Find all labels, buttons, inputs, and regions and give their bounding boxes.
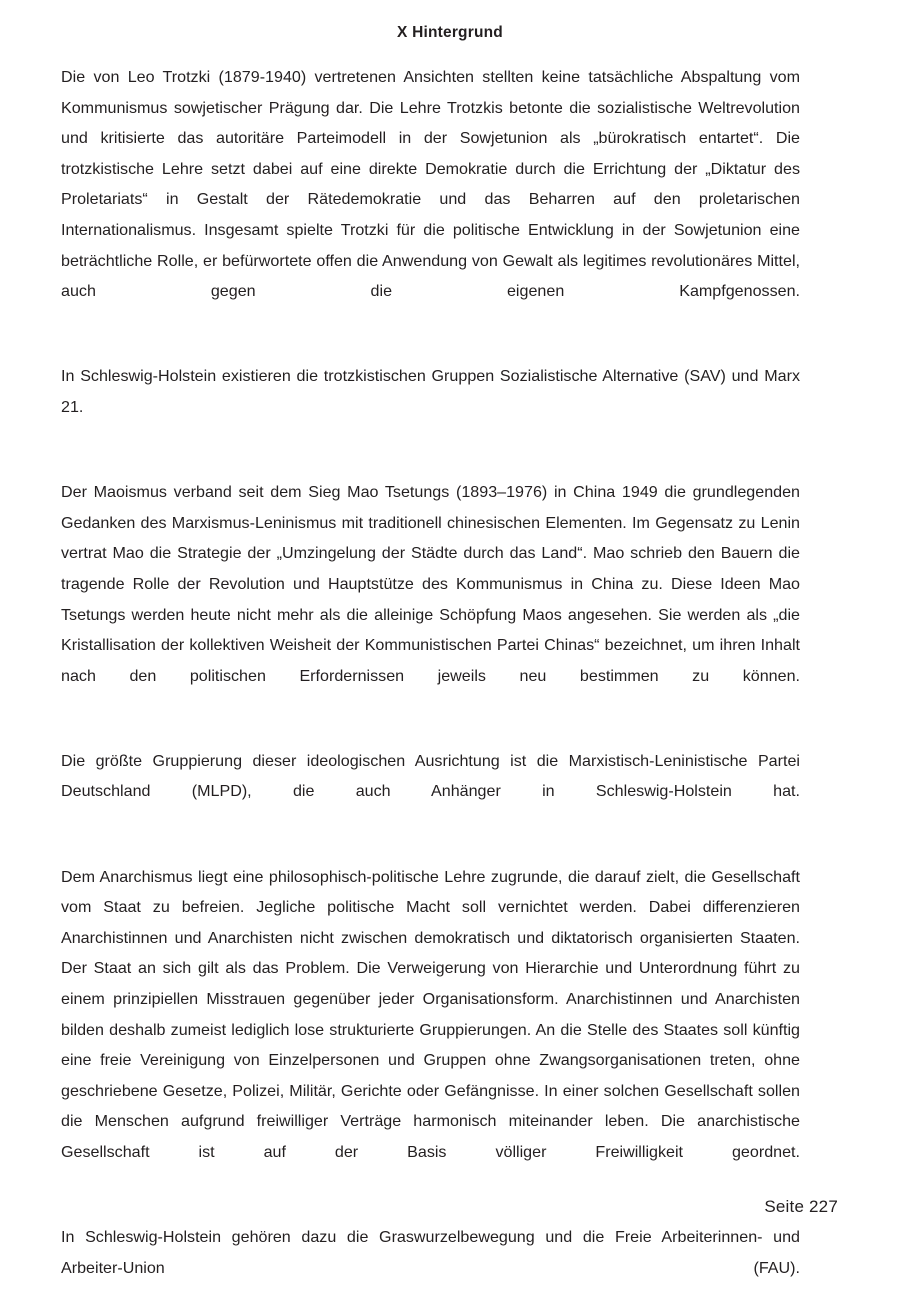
- paragraph: Der Maoismus verband seit dem Sieg Mao Tsetungs (1893–1976) in China 1949 die grundlegenden Gedanken des Marxismus-Leninismus mit traditionell chinesischen Elementen. Im Gegensatz zu Lenin vertrat Mao die Strategie der „Umzingelung der Städte durch das Land“. Mao schrieb den Bauern die tragende Rolle der Revolution und Hauptstütze des Kommunismus in China zu. Diese Ideen Mao Tsetungs werden heute nicht mehr als die alleinige Schöpfung Maos angesehen. Sie werden als „die Kristallisation der kollektiven Weisheit der Kommunistischen Partei Chinas“ bezeichnet, um ihren Inhalt nach den politischen Erfordernissen jeweils neu bestimmen zu können.: [61, 483, 800, 685]
- paragraph: Dem Anarchismus liegt eine philosophisch-politische Lehre zugrunde, die darauf zielt, die Gesellschaft vom Staat zu befreien. Jegliche politische Macht soll vernichtet werden. Dabei differenzieren Anarchistinnen und Anarchisten nicht zwischen demokratisch und diktatorisch organisierten Staaten. Der Staat an sich gilt als das Problem. Die Verweigerung von Hierarchie und Unterordnung führt zu einem prinzipiellen Misstrauen gegenüber jeder Organisationsform. Anarchistinnen und Anarchisten bilden deshalb zumeist lediglich lose strukturierte Gruppierungen. An die Stelle des Staates soll künftig eine freie Vereinigung von Einzelpersonen und Gruppen ohne Zwangsorganisationen treten, ohne geschriebene Gesetze, Polizei, Militär, Gerichte oder Gefängnisse. In einer solchen Gesellschaft sollen die Menschen aufgrund freiwilliger Verträge harmonisch miteinander leben. Die anarchistische Gesellschaft ist auf der Basis völliger Freiwilligkeit geordnet.: [61, 867, 800, 1161]
- paragraph: Die größte Gruppierung dieser ideologischen Ausrichtung ist die Marxistisch-Leninistische Partei Deutschland (MLPD), die auch Anhänger in Schleswig-Holstein hat.: [61, 751, 800, 801]
- running-head: X Hintergrund: [397, 24, 503, 41]
- paragraph: Die von Leo Trotzki (1879-1940) vertretenen Ansichten stellten keine tatsächliche Abspaltung vom Kommunismus sowjetischer Prägung dar. Die Lehre Trotzkis betonte die sozialistische Weltrevolution und kritisierte das autoritäre Parteimodell in der Sowjetunion als „bürokratisch entartet“. Die trotzkistische Lehre setzt dabei auf eine direkte Demokratie durch die Errichtung der „Diktatur des Proletariats“ in Gestalt der Rätedemokratie und das Beharren auf den proletarischen Internationalismus. Insgesamt spielte Trotzki für die politische Entwicklung in der Sowjetunion eine beträchtliche Rolle, er befürwortete offen die Anwendung von Gewalt als legitimes revolutionäres Mittel, auch gegen die eigenen Kampfgenossen.: [61, 68, 800, 301]
- paragraph: In Schleswig-Holstein existieren die trotzkistischen Gruppen Sozialistische Alternative (SAV) und Marx 21.: [61, 367, 800, 416]
- page-number: Seite 227: [764, 1197, 838, 1216]
- body-text-column: [61, 62, 800, 1314]
- paragraph: In Schleswig-Holstein gehören dazu die Graswurzelbewegung und die Freie Arbeiterinnen- und Arbeiter-Union (FAU).: [61, 1228, 800, 1277]
